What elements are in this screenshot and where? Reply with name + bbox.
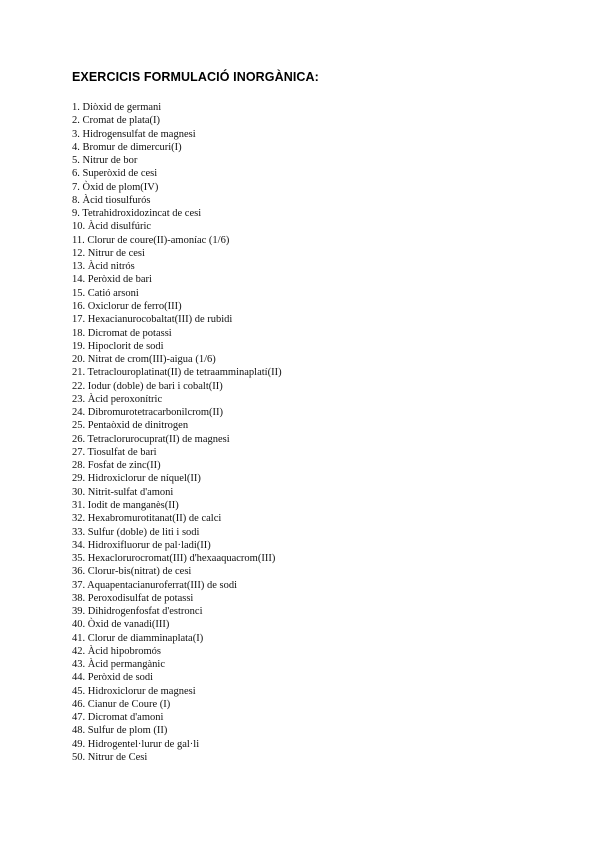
exercise-item: 2. Cromat de plata(I) bbox=[72, 115, 161, 127]
exercise-item: 14. Peròxid de bari bbox=[72, 274, 152, 286]
exercise-item: 38. Peroxodisulfat de potassi bbox=[72, 592, 194, 604]
exercise-item: 23. Àcid peroxonítric bbox=[72, 393, 163, 405]
exercise-item: 18. Dicromat de potassi bbox=[72, 327, 172, 339]
exercise-item: 35. Hexaclorurocromat(III) d'hexaaquacrom(III) bbox=[72, 553, 276, 565]
exercise-item: 44. Peròxid de sodi bbox=[72, 672, 154, 684]
exercise-item: 43. Àcid permangànic bbox=[72, 659, 166, 671]
exercise-item: 45. Hidroxiclorur de magnesi bbox=[72, 685, 196, 697]
exercise-item: 28. Fosfat de zinc(II) bbox=[72, 460, 161, 472]
exercise-item: 3. Hidrogensulfat de magnesi bbox=[72, 128, 196, 140]
exercise-item: 34. Hidroxifluorur de pal·ladi(II) bbox=[72, 539, 211, 551]
exercise-item: 11. Clorur de coure(II)-amoníac (1/6) bbox=[72, 234, 230, 246]
exercise-item: 42. Àcid hipobromós bbox=[72, 645, 161, 657]
exercise-item: 39. Dihidrogenfosfat d'estronci bbox=[72, 606, 203, 618]
exercise-item: 31. Iodit de manganès(II) bbox=[72, 499, 179, 511]
exercise-item: 37. Aquapentacianuroferrat(III) de sodi bbox=[72, 579, 238, 591]
exercise-item: 50. Nitrur de Cesi bbox=[72, 752, 148, 764]
exercise-item: 26. Tetraclorurocuprat(II) de magnesi bbox=[72, 433, 230, 445]
exercise-item: 48. Sulfur de plom (II) bbox=[72, 725, 168, 737]
exercise-item: 29. Hidroxiclorur de níquel(II) bbox=[72, 473, 201, 485]
exercise-item: 30. Nitrit-sulfat d'amoni bbox=[72, 486, 174, 498]
exercise-item: 4. Bromur de dimercuri(I) bbox=[72, 141, 182, 153]
exercise-item: 20. Nitrat de crom(III)-aigua (1/6) bbox=[72, 354, 216, 366]
exercise-item: 40. Òxid de vanadi(III) bbox=[72, 619, 170, 631]
exercise-item: 46. Cianur de Coure (I) bbox=[72, 698, 171, 710]
exercise-item: 25. Pentaòxid de dinitrogen bbox=[72, 420, 189, 432]
exercise-item: 24. Dibromurotetracarbonilcrom(II) bbox=[72, 407, 224, 419]
exercise-item: 19. Hipoclorit de sodi bbox=[72, 340, 164, 352]
exercise-item: 6. Superòxid de cesi bbox=[72, 168, 158, 180]
page-title: EXERCICIS FORMULACIÓ INORGÀNICA: bbox=[72, 70, 319, 84]
exercise-item: 8. Àcid tiosulfurós bbox=[72, 194, 151, 206]
exercise-item: 1. Diòxid de germani bbox=[72, 102, 162, 113]
exercise-item: 17. Hexacianurocobaltat(III) de rubidi bbox=[72, 314, 233, 326]
exercise-item: 33. Sulfur (doble) de liti i sodi bbox=[72, 526, 200, 538]
exercise-item: 7. Òxid de plom(IV) bbox=[72, 181, 159, 193]
exercise-item: 49. Hidrogentel·lurur de gal·li bbox=[72, 738, 200, 750]
exercise-item: 16. Oxiclorur de ferro(III) bbox=[72, 300, 182, 312]
exercise-item: 47. Dicromat d'amoni bbox=[72, 712, 164, 724]
exercise-list bbox=[72, 101, 282, 764]
exercise-item: 41. Clorur de diamminaplata(I) bbox=[72, 632, 204, 644]
exercise-item: 9. Tetrahidroxidozincat de cesi bbox=[72, 208, 202, 220]
exercise-item: 32. Hexabromurotitanat(II) de calci bbox=[72, 513, 222, 525]
exercise-item: 12. Nitrur de cesi bbox=[72, 247, 145, 259]
exercise-item: 27. Tiosulfat de bari bbox=[72, 446, 157, 458]
exercise-item: 36. Clorur-bis(nitrat) de cesi bbox=[72, 566, 192, 578]
exercise-item: 10. Àcid disulfúric bbox=[72, 221, 152, 233]
exercise-item: 15. Catió arsoni bbox=[72, 287, 139, 299]
exercise-item: 21. Tetraclouroplatinat(II) de tetraamminaplatí(II) bbox=[72, 367, 282, 379]
exercise-item: 13. Àcid nitrós bbox=[72, 261, 135, 273]
exercise-item: 22. Iodur (doble) de bari i cobalt(II) bbox=[72, 380, 223, 392]
exercise-item: 5. Nitrur de bor bbox=[72, 155, 138, 167]
